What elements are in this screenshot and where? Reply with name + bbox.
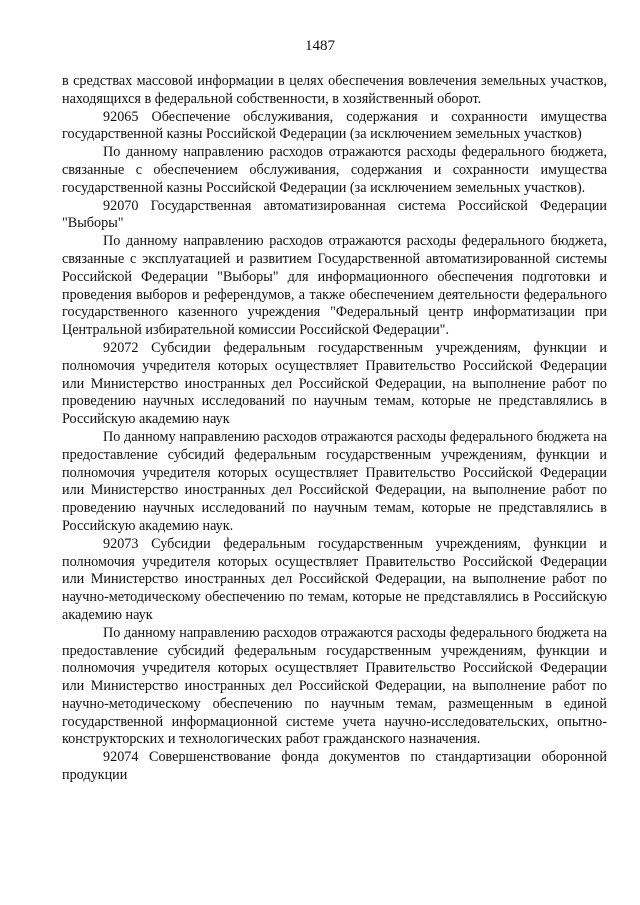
section-heading-92070: 92070 Государственная автоматизированная система Российской Федерации "Выборы" (62, 197, 607, 232)
document-body (62, 73, 607, 785)
paragraph-continuation: в средствах массовой информации в целях обеспечения вовлечения земельных участков, находящихся в федеральной собственности, в хозяйственный оборот. (62, 73, 607, 107)
section-heading-92065: 92065 Обеспечение обслуживания, содержания и сохранности имущества государственной казны Российской Федерации (за исключением земельных участков) (62, 108, 607, 143)
section-heading-92074: 92074 Совершенствование фонда документов по стандартизации оборонной продукции (62, 749, 607, 784)
section-heading-92073: 92073 Субсидии федеральным государственным учреждениям, функции и полномочия учредителя которых осуществляет Правительство Российской Федерации или Министерство иностранных дел Российской Федерации, на выполнение работ по научно-методическому обеспечению по темам, которые не представлялись в Российскую академию наук (62, 535, 607, 623)
paragraph: По данному направлению расходов отражаются расходы федерального бюджета на предоставление субсидий федеральным государственным учреждениям, функции и полномочия учредителя которых осуществляет Правительство Российской Федерации или Министерство иностранных дел Российской Федерации, на выполнение работ по проведению научных исследований по научным темам, которые не представлялись в Российскую академию наук. (62, 428, 607, 534)
page-number: 1487 (305, 38, 335, 54)
paragraph: По данному направлению расходов отражаются расходы федерального бюджета на предоставление субсидий федеральным государственным учреждениям, функции и полномочия учредителя которых осуществляет Правительство Российской Федерации или Министерство иностранных дел Российской Федерации, на выполнение работ по научно-методическому обеспечению по научным темам, размещенным в единой государственной информационной системе учета научно-исследовательских, опытно-конструкторских и технологических работ гражданского назначения. (62, 624, 607, 748)
paragraph: По данному направлению расходов отражаются расходы федерального бюджета, связанные с эксплуатацией и развитием Государственной автоматизированной системы Российской Федерации "Выборы" для информационного обеспечения подготовки и проведения выборов и референдумов, а также обеспечением деятельности федерального государственного казенного учреждения "Федеральный центр информатизации при Центральной избирательной комиссии Российской Федерации". (62, 233, 607, 339)
section-heading-92072: 92072 Субсидии федеральным государственным учреждениям, функции и полномочия учредителя которых осуществляет Правительство Российской Федерации или Министерство иностранных дел Российской Федерации, на выполнение работ по проведению научных исследований по научным темам, которые не представлялись в Российскую академию наук (62, 339, 607, 428)
paragraph: По данному направлению расходов отражаются расходы федерального бюджета, связанные с обеспечением обслуживания, содержания и сохранности имущества государственной казны Российской Федерации (за исключением земельных участков). (62, 144, 607, 196)
